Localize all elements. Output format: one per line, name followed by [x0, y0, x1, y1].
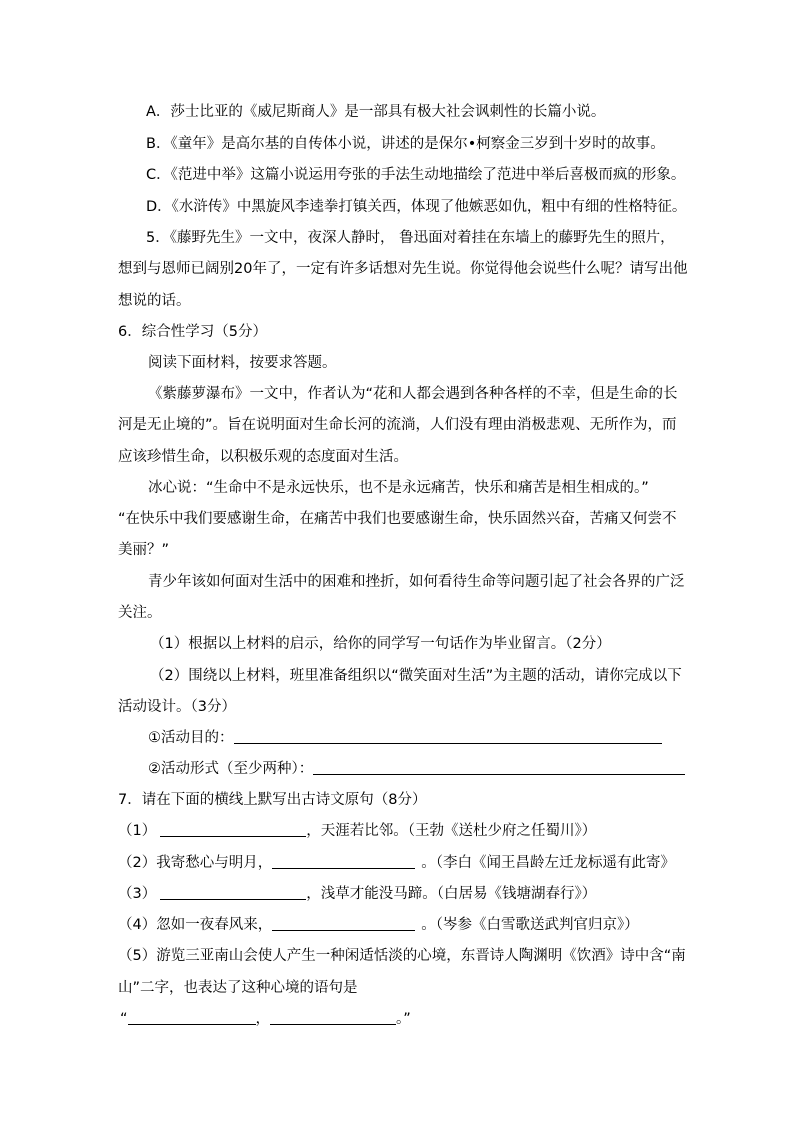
q6-p1-line2: 河是无止境的”。旨在说明面对生命长河的流淌，人们没有理由消极悲观、无所作为，而 [118, 417, 677, 433]
q7-item2-suffix: 。（李白《闻王昌龄左迁龙标遥有此寄》 [421, 855, 675, 871]
q7-item5-blank-1[interactable] [128, 1010, 256, 1025]
q7-item5-line2: 山”二字，也表达了这种心境的语句是 [118, 980, 358, 996]
q6-p2-line3: 美丽？” [118, 542, 170, 558]
q7-item4-suffix: 。（岑参《白雪歌送武判官归京》） [421, 917, 639, 933]
q7-item4 [118, 915, 639, 935]
q7-item3 [118, 884, 596, 904]
q7-item4-blank[interactable] [272, 916, 415, 931]
option-b: B．《童年》是高尔基的自传体小说，讲述的是保尔•柯察金三岁到十岁时的故事。 [146, 136, 665, 152]
q7-item1-blank[interactable] [160, 822, 306, 837]
q6-p3-line1: 青少年该如何面对生活中的困难和挫折，如何看待生命等问题引起了社会各界的广泛 [148, 574, 685, 590]
q7-item3-suffix: ，浅草才能没马蹄。（白居易《钱塘湖春行》） [306, 886, 597, 902]
q5-line3: 想说的话。 [118, 293, 191, 309]
q7-item1 [118, 821, 596, 841]
q6-sub2-line2: 活动设计。（3分） [118, 699, 236, 715]
activity-forms-label: ②活动形式（至少两种）： [148, 761, 314, 777]
q6-sub2-line1: （2）围绕以上材料，班里准备组织以“微笑面对生活”为主题的活动，请你完成以下 [150, 668, 682, 684]
q6-p2-line2: “在快乐中我们要感谢生命，在痛苦中我们也要感谢生命，快乐固然兴奋，苦痛又何尝不 [118, 511, 677, 527]
q6-sub1: （1）根据以上材料的启示，给你的同学写一句话作为毕业留言。（2分） [150, 636, 611, 652]
q5-line1: 5．《藤野先生》一文中，夜深人静时， 鲁迅面对着挂在东墙上的藤野先生的照片， [146, 230, 675, 246]
q5-line2: 想到与恩师已阔别20年了，一定有许多话想对先生说。你觉得他会说些什么呢？请写出他 [118, 261, 688, 277]
q7-item5-close: 。” [396, 1011, 411, 1027]
q7-item5-line1: （5）游览三亚南山会使人产生一种闲适恬淡的心境，东晋诗人陶渊明《饮酒》诗中含“南 [118, 948, 686, 964]
q7-item2-blank[interactable] [272, 854, 415, 869]
activity-purpose-label: ①活动目的： [148, 730, 234, 746]
q7-title: 7．请在下面的横线上默写出古诗文原句（8分） [118, 792, 427, 808]
activity-forms-row [148, 759, 685, 779]
q6-p3-line2: 关注。 [118, 605, 162, 621]
q6-intro: 阅读下面材料，按要求答题。 [148, 355, 337, 371]
q7-item2 [118, 853, 675, 873]
q7-item4-prefix: （4）忽如一夜春风来， [118, 917, 273, 933]
q7-item3-blank[interactable] [160, 885, 306, 900]
activity-forms-blank[interactable] [313, 760, 685, 775]
q6-p1-line1: 《紫藤萝瀑布》一文中，作者认为“花和人都会遇到各种各样的不幸，但是生命的长 [148, 386, 678, 402]
option-c: C．《范进中举》这篇小说运用夸张的手法生动地描绘了范进中举后喜极而疯的形象。 [146, 167, 686, 183]
q7-item5-blank-2[interactable] [270, 1010, 396, 1025]
q7-item5-comma: ， [255, 1011, 271, 1027]
q7-item3-prefix: （3） [118, 886, 157, 902]
q7-item5-answer [120, 1009, 411, 1029]
option-a: A．莎士比亚的《威尼斯商人》是一部具有极大社会讽刺性的长篇小说。 [146, 104, 606, 120]
q7-item1-prefix: （1） [118, 823, 157, 839]
q7-item5-open-quote: “ [120, 1011, 128, 1027]
q6-p1-line3: 应该珍惜生命，以积极乐观的态度面对生活。 [118, 449, 408, 465]
q6-title: 6．综合性学习（5分） [118, 324, 267, 340]
q6-p2-line1: 冰心说：“生命中不是永远快乐，也不是永远痛苦，快乐和痛苦是相生相成的。” [148, 480, 649, 496]
q7-item2-prefix: （2）我寄愁心与明月， [118, 855, 273, 871]
option-d: D．《水浒传》中黑旋风李逵拳打镇关西，体现了他嫉恶如仇，粗中有细的性格特征。 [146, 199, 687, 215]
activity-purpose-row [148, 728, 662, 748]
q7-item1-suffix: ，天涯若比邻。（王勃《送杜少府之任蜀川》） [306, 823, 597, 839]
activity-purpose-blank[interactable] [234, 729, 662, 744]
